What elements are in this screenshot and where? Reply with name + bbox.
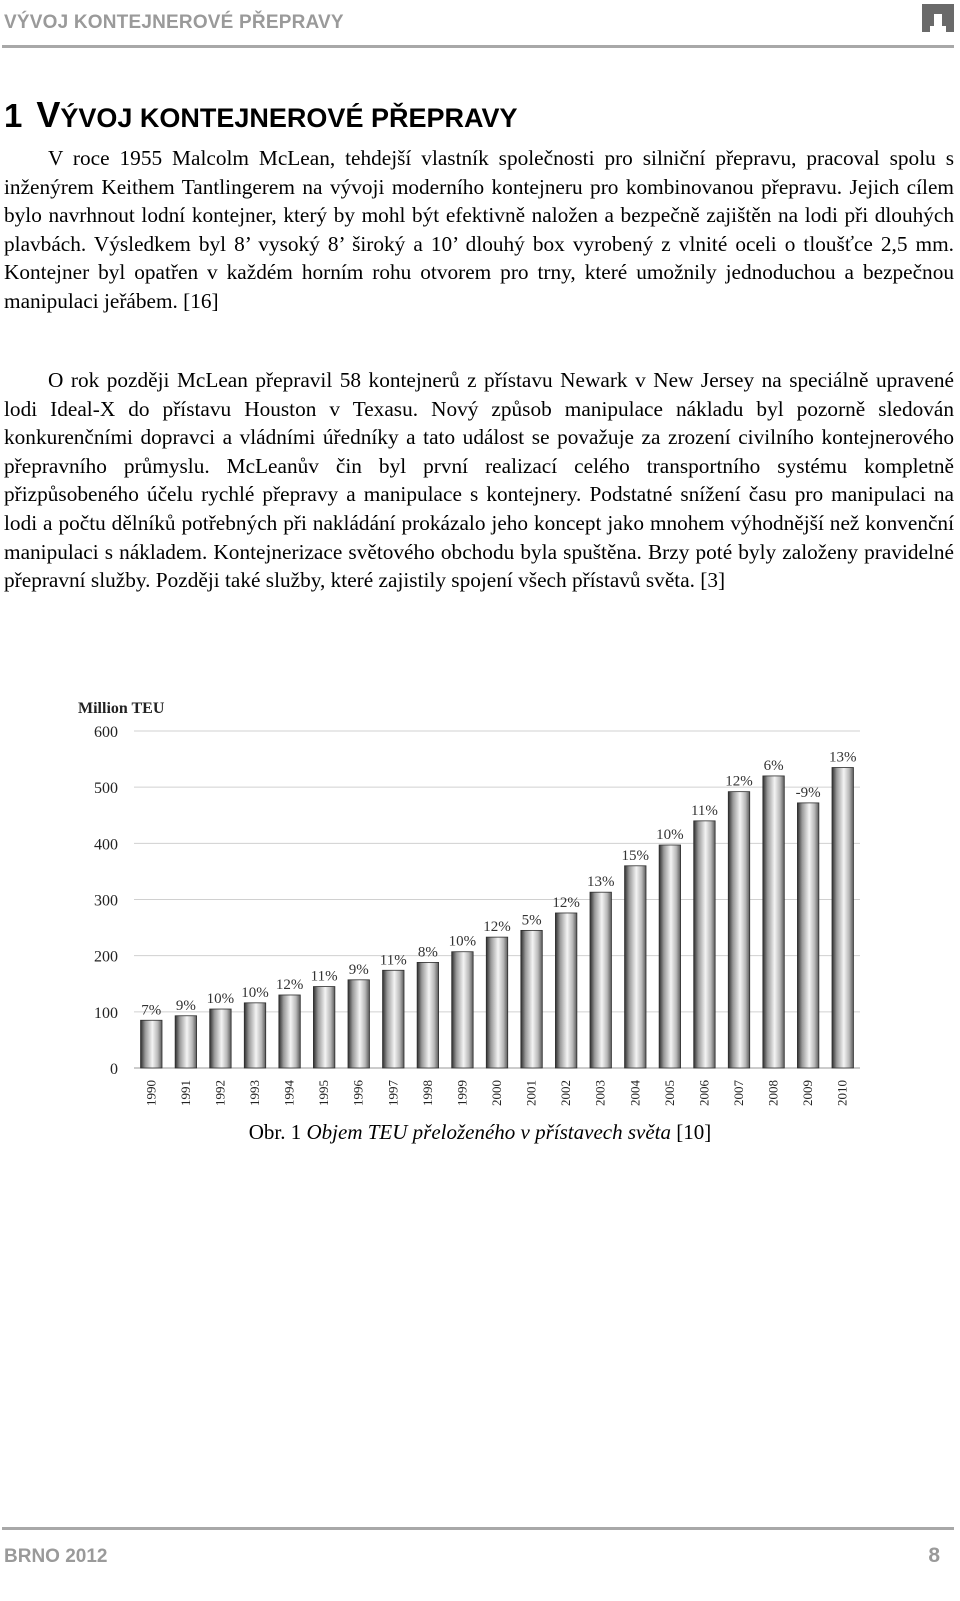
x-tick-label-2001: 2001 bbox=[523, 1080, 539, 1106]
bar-2002 bbox=[555, 913, 576, 1068]
bar-1995 bbox=[313, 987, 334, 1068]
x-tick-label-1990: 1990 bbox=[143, 1080, 159, 1106]
bar-label-1997: 11% bbox=[379, 952, 407, 969]
bar-label-2005: 10% bbox=[656, 827, 684, 844]
bar-label-2007: 12% bbox=[725, 773, 753, 790]
bar-2001 bbox=[521, 930, 542, 1068]
caption-title: Objem TEU přeloženého v přístavech světa bbox=[306, 1120, 671, 1144]
bar-label-1994: 12% bbox=[275, 976, 304, 993]
bar-2000 bbox=[486, 937, 507, 1068]
section-heading bbox=[4, 94, 518, 136]
x-tick-label-2009: 2009 bbox=[800, 1080, 816, 1106]
x-tick-labels bbox=[143, 1080, 849, 1107]
faculty-logo-icon bbox=[922, 4, 954, 32]
bar-2009 bbox=[797, 803, 818, 1068]
bar-label-1990: 7% bbox=[141, 1002, 162, 1019]
header-rule bbox=[2, 45, 954, 48]
x-tick-label-2008: 2008 bbox=[765, 1080, 781, 1106]
x-tick-label-2003: 2003 bbox=[592, 1080, 608, 1106]
page-number: 8 bbox=[928, 1544, 940, 1567]
x-tick-label-2007: 2007 bbox=[731, 1080, 746, 1106]
bar-label-1991: 9% bbox=[175, 997, 196, 1014]
x-tick-label-2004: 2004 bbox=[627, 1080, 643, 1106]
y-tick-label: 200 bbox=[94, 948, 118, 966]
teu-chart bbox=[70, 695, 870, 1120]
y-tick-label: 500 bbox=[94, 780, 118, 798]
bar-2007 bbox=[728, 792, 749, 1068]
bar-1996 bbox=[348, 980, 369, 1068]
section-title-rest: ÝVOJ KONTEJNEROVÉ PŘEPRAVY bbox=[60, 103, 518, 133]
footer-location-year: BRNO 2012 bbox=[4, 1546, 108, 1567]
bar-1997 bbox=[383, 970, 404, 1068]
x-tick-label-1991: 1991 bbox=[177, 1080, 193, 1106]
x-tick-label-1992: 1992 bbox=[212, 1080, 228, 1106]
x-tick-label-1999: 1999 bbox=[454, 1080, 470, 1106]
running-header-title: VÝVOJ KONTEJNEROVÉ PŘEPRAVY bbox=[4, 12, 344, 33]
section-number: 1 bbox=[4, 97, 23, 134]
y-tick-labels bbox=[94, 724, 118, 1078]
x-tick-label-1997: 1997 bbox=[385, 1080, 401, 1106]
footer-rule bbox=[2, 1527, 954, 1530]
y-tick-label: 100 bbox=[94, 1004, 118, 1022]
y-tick-label: 400 bbox=[94, 836, 118, 854]
caption-prefix: Obr. 1 bbox=[248, 1120, 307, 1144]
y-tick-label: 600 bbox=[94, 724, 118, 741]
bar-2006 bbox=[694, 821, 715, 1068]
bar-label-2008: 6% bbox=[763, 757, 784, 774]
caption-reference: [10] bbox=[671, 1120, 712, 1144]
section-title-initial: V bbox=[36, 94, 61, 135]
x-tick-label-2010: 2010 bbox=[834, 1080, 850, 1106]
bar-label-2009: -9% bbox=[795, 784, 821, 801]
y-tick-label: 300 bbox=[94, 892, 118, 910]
bar-1991 bbox=[175, 1016, 196, 1068]
bar-label-1995: 11% bbox=[310, 968, 338, 985]
bar-2008 bbox=[763, 776, 784, 1068]
x-tick-label-1993: 1993 bbox=[247, 1080, 262, 1106]
bar-2005 bbox=[659, 845, 680, 1068]
bar-1998 bbox=[417, 962, 438, 1068]
bar-label-2004: 15% bbox=[621, 847, 650, 864]
x-tick-label-2000: 2000 bbox=[489, 1080, 504, 1106]
x-tick-label-1994: 1994 bbox=[281, 1080, 297, 1106]
paragraph-2: O rok později McLean přepravil 58 kontejnerů z přístavu Newark v New Jersey na speciálně upravené lodi Ideal-X do přístavu Houston v Texasu. Nový způsob manipulace nákladu byl pozorně sledován konkurenčními dopravci a vládními úředníky a tato událost se považuje za zrození civilního kontejnerového přepravního průmyslu. McLeanův čin byl první realizací celého transportního systému kompletně přizpůsobeného účelu rychlé přepravy a manipulace s kontejnery. Podstatné snížení času pro manipulaci na lodi a počtu dělníků potřebných při nakládání prokázalo jeho koncept jako mnohem výhodnější než konvenční manipulaci s nákladem. Kontejnerizace světového obchodu byla spuštěna. Brzy poté byly založeny pravidelné přepravní služby. Později také služby, které zajistily spojení všech přístavů světa. [3] bbox=[4, 368, 954, 593]
bar-label-2001: 5% bbox=[521, 912, 542, 929]
bar-label-1992: 10% bbox=[206, 991, 235, 1008]
bars bbox=[141, 768, 854, 1068]
bar-1990 bbox=[141, 1020, 162, 1068]
bar-2004 bbox=[625, 866, 646, 1068]
y-axis-title: Million TEU bbox=[78, 700, 165, 717]
bar-1999 bbox=[452, 952, 473, 1068]
y-tick-label: 0 bbox=[110, 1061, 118, 1078]
bar-label-2006: 11% bbox=[690, 802, 718, 819]
bar-label-2010: 13% bbox=[828, 749, 857, 766]
bar-label-2003: 13% bbox=[586, 874, 615, 891]
bar-label-1998: 8% bbox=[417, 944, 438, 961]
bar-2003 bbox=[590, 892, 611, 1068]
x-tick-label-1998: 1998 bbox=[419, 1080, 435, 1106]
bar-1993 bbox=[244, 1003, 265, 1068]
teu-bar-chart bbox=[70, 695, 870, 1120]
bar-1994 bbox=[279, 995, 300, 1068]
bar-label-2002: 12% bbox=[552, 894, 580, 911]
x-tick-label-2002: 2002 bbox=[558, 1080, 574, 1106]
x-tick-label-1996: 1996 bbox=[350, 1080, 366, 1106]
bar-label-1996: 9% bbox=[348, 961, 369, 978]
x-tick-label-2005: 2005 bbox=[661, 1080, 677, 1106]
bar-label-1999: 10% bbox=[448, 933, 477, 950]
paragraph-1: V roce 1955 Malcolm McLean, tehdejší vlastník společnosti pro silniční přepravu, pracoval spolu s inženýrem Keithem Tantlingerem na vývoji moderního kontejneru pro kombinovanou přepravu. Jejich cílem bylo navrhnout lodní kontejner, který by mohl být efektivně naložen a bezpečně zajištěn na lodi při dlouhých plavbách. Výsledkem byl 8’ vysoký 8’ široký a 10’ dlouhý box vyrobený z vlnité oceli o tloušťce 2,5 mm. Kontejner byl opatřen v každém horním rohu otvorem pro trny, které umožnily jednoduchou a bezpečnou manipulaci jeřábem. [16] bbox=[4, 146, 954, 313]
x-tick-label-2006: 2006 bbox=[696, 1080, 712, 1106]
bar-1992 bbox=[210, 1009, 231, 1068]
bar-label-2000: 12% bbox=[483, 919, 511, 936]
bar-label-1993: 10% bbox=[241, 984, 269, 1001]
figure-caption bbox=[0, 1120, 960, 1145]
x-tick-label-1995: 1995 bbox=[316, 1080, 332, 1106]
bar-2010 bbox=[832, 768, 853, 1068]
